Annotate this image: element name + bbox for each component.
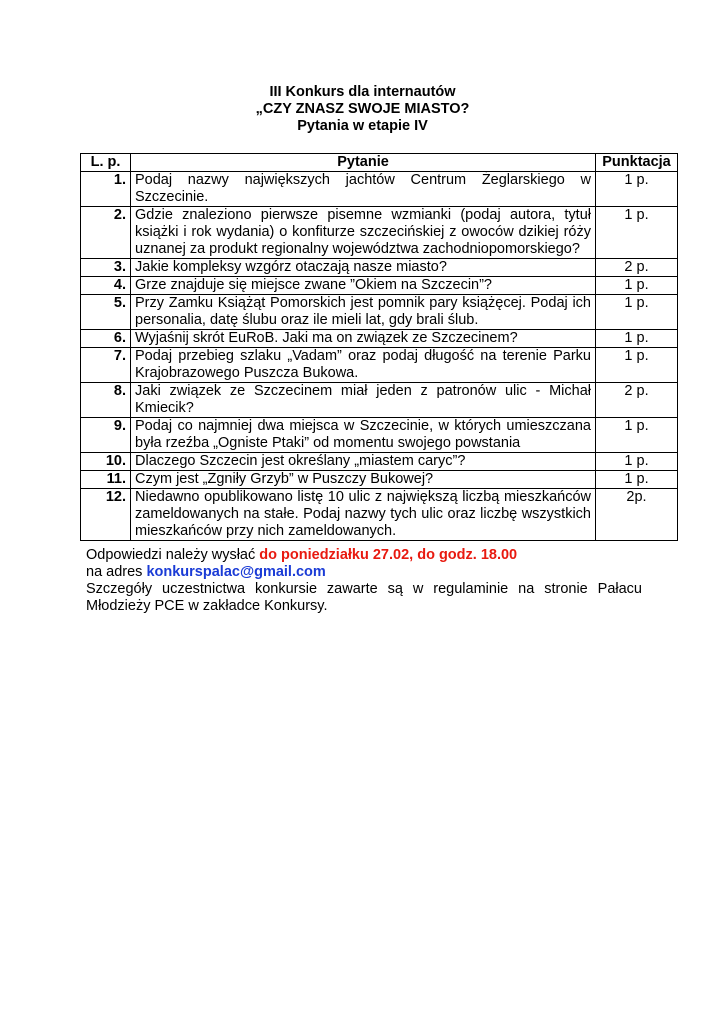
question-points: 1 p. [596,418,678,453]
question-text: Jaki związek ze Szczecinem miał jeden z patronów ulic - Michał Kmiecik? [131,383,596,418]
question-points: 2 p. [596,383,678,418]
table-row [81,489,678,541]
question-number: 2. [81,207,131,259]
question-number: 1. [81,172,131,207]
table-row [81,207,678,259]
table-row [81,259,678,277]
details-text: Szczegóły uczestnictwa konkursie zawarte są w regulaminie na stronie Pałacu Młodzieży PCE w zakładce Konkursy. [86,581,642,614]
question-text: Grze znajduje się miejsce zwane ”Okiem na Szczecin”? [131,277,596,295]
question-number: 8. [81,383,131,418]
question-text: Dlaczego Szczecin jest określany „miastem caryc”? [131,453,596,471]
send-prefix: Odpowiedzi należy wysłać [86,547,260,563]
question-number: 5. [81,295,131,330]
question-points: 1 p. [596,172,678,207]
question-points: 1 p. [596,453,678,471]
question-text: Podaj przebieg szlaku „Vadam” oraz podaj długość na terenie Parku Krajobrazowego Puszcza Bukowa. [131,348,596,383]
contest-subtitle: „CZY ZNASZ SWOJE MIASTO? [255,101,470,117]
question-number: 10. [81,453,131,471]
table-row [81,471,678,489]
question-text: Przy Zamku Książąt Pomorskich jest pomnik pary książęcej. Podaj ich personalia, datę ślubu oraz ile mieli lat, gdy brali ślub. [131,295,596,330]
table-row [81,418,678,453]
table-row [81,295,678,330]
question-points: 1 p. [596,330,678,348]
address-line [86,564,642,581]
question-text: Czym jest „Zgniły Grzyb” w Puszczy Bukowej? [131,471,596,489]
deadline-line [86,547,642,564]
table-row [81,453,678,471]
email-link[interactable]: konkurspalac@gmail.com [146,564,326,580]
question-points: 1 p. [596,295,678,330]
table-row [81,277,678,295]
question-text: Gdzie znaleziono pierwsze pisemne wzmianki (podaj autora, tytuł książki i rok wydania) o konfiturze szczecińskiej z owoców dzikiej róży uznanej za produkt regionalny województwa zachodniopomorskiego? [131,207,596,259]
document-header [0,84,725,135]
instructions [86,547,642,615]
stage-title: Pytania w etapie IV [297,118,428,134]
contest-title: III Konkurs dla internautów [269,84,456,100]
question-points: 1 p. [596,471,678,489]
deadline-text: do poniedziałku 27.02, do godz. 18.00 [259,547,518,563]
address-prefix: na adres [86,564,147,580]
question-text: Jakie kompleksy wzgórz otaczają nasze miasto? [131,259,596,277]
question-points: 2 p. [596,259,678,277]
question-text: Podaj nazwy największych jachtów Centrum Żeglarskiego w Szczecinie. [131,172,596,207]
question-number: 9. [81,418,131,453]
table-row [81,330,678,348]
question-text: Podaj co najmniej dwa miejsca w Szczecinie, w których umieszczana była rzeźba „Ogniste Ptaki” od momentu swojego powstania [131,418,596,453]
question-points: 1 p. [596,277,678,295]
column-header-number: L. p. [81,154,131,172]
question-number: 7. [81,348,131,383]
question-text: Wyjaśnij skrót EuRoB. Jaki ma on związek ze Szczecinem? [131,330,596,348]
table-header-row [81,154,678,172]
table-row [81,172,678,207]
column-header-question: Pytanie [131,154,596,172]
question-points: 1 p. [596,348,678,383]
question-number: 3. [81,259,131,277]
questions-table [80,153,678,541]
question-points: 2p. [596,489,678,541]
question-text: Niedawno opublikowano listę 10 ulic z największą liczbą mieszkańców zameldowanych na stałe. Podaj nazwy tych ulic oraz liczbę wszystkich mieszkańców przy nich zameldowanych. [131,489,596,541]
table-row [81,383,678,418]
question-number: 4. [81,277,131,295]
question-points: 1 p. [596,207,678,259]
table-row [81,348,678,383]
question-number: 11. [81,471,131,489]
column-header-points: Punktacja [596,154,678,172]
question-number: 6. [81,330,131,348]
question-number: 12. [81,489,131,541]
